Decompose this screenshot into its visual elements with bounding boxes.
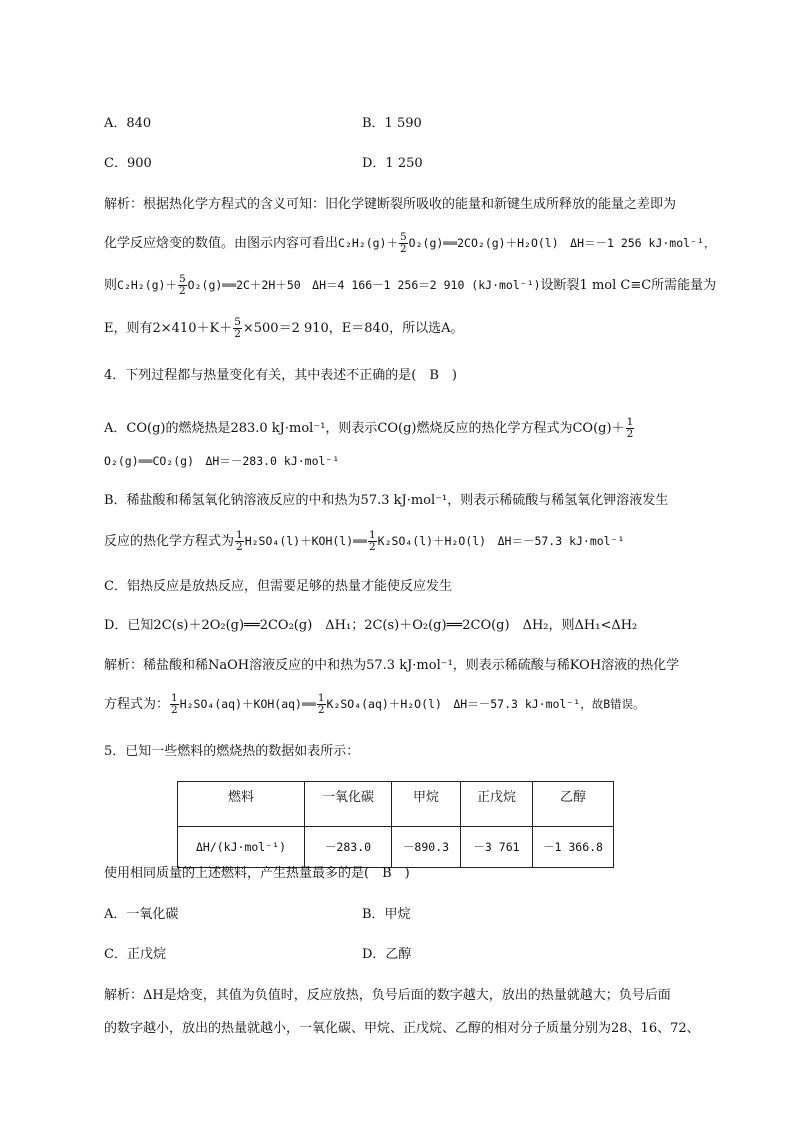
- fraction-numerator: 5: [234, 316, 241, 328]
- equation-part: C₂H₂(g)＋: [338, 236, 398, 250]
- q5-option-c: C．正戊烷: [104, 947, 166, 962]
- fraction-numerator: 1: [317, 692, 325, 704]
- question-5-prompt: 使用相同质量的上述燃料，产生热量最多的是( B ): [104, 866, 410, 881]
- table-cell: －283.0: [305, 827, 392, 868]
- table-header-row: [178, 782, 614, 827]
- fraction-denominator: 2: [171, 704, 178, 716]
- fraction: [317, 693, 326, 716]
- fraction: [626, 417, 635, 440]
- equation-part: O₂(g)══2CO₂(g)＋H₂O(l) ΔH＝－1 256 kJ·mol⁻¹，: [408, 236, 716, 250]
- q4-option-d: D．已知2C(s)＋2O₂(g)══2CO₂(g) ΔH₁；2C(s)＋O₂(g)══2CO(g) ΔH₂，则ΔH₁<ΔH₂: [104, 618, 638, 633]
- q5-analysis-line-2: 的数字越小，放出的热量就越小，一氧化碳、甲烷、正戊烷、乙醇的相对分子质量分别为28、16、72、: [104, 1021, 700, 1036]
- analysis-line-1: 解析：根据热化学方程式的含义可知：旧化学键断裂所吸收的能量和新键生成所释放的能量之差即为: [104, 197, 677, 212]
- fraction: [178, 274, 187, 297]
- q5-analysis-line-1: 解析：ΔH是焓变，其值为负值时，反应放热，负号后面的数字越大，放出的热量就越大；负号后面: [104, 988, 671, 1003]
- q5-option-b: B．甲烷: [362, 907, 411, 922]
- fraction-numerator: 1: [171, 692, 178, 704]
- equation-part: H₂SO₄(l)＋KOH(l)══: [244, 534, 367, 548]
- q4-analysis-line-1: 解析：稀盐酸和稀NaOH溶液反应的中和热为57.3 kJ·mol⁻¹，则表示稀硫酸与稀KOH溶液的热化学: [104, 658, 680, 673]
- fuel-table: [177, 781, 614, 868]
- q4-option-b-line-2: [104, 530, 624, 553]
- q5-option-d: D．乙醇: [362, 947, 412, 962]
- fraction-denominator: 2: [368, 541, 376, 553]
- fraction: [233, 317, 242, 340]
- fraction: [235, 530, 244, 553]
- table-header-cell: 乙醇: [533, 782, 614, 827]
- fraction-denominator: 2: [178, 285, 186, 297]
- analysis-line-3: [104, 274, 716, 297]
- question-4-stem: 4．下列过程都与热量变化有关，其中表述不正确的是( B ): [104, 368, 457, 383]
- table-cell: －1 366.8: [533, 827, 614, 868]
- q4-option-a-line-2: O₂(g)══CO₂(g) ΔH＝－283.0 kJ·mol⁻¹: [104, 454, 340, 468]
- option-c: C．900: [104, 156, 152, 171]
- q4-option-b-line-1: B．稀盐酸和稀氢氧化钠溶液反应的中和热为57.3 kJ·mol⁻¹，则表示稀硫酸与稀氢氧化钾溶液发生: [104, 493, 669, 508]
- table-header-cell: 甲烷: [392, 782, 461, 827]
- fraction-denominator: 2: [317, 704, 325, 716]
- fraction-numerator: 1: [236, 529, 243, 541]
- option-text: 反应的热化学方程式为: [104, 534, 235, 549]
- fraction: [399, 232, 408, 255]
- table-header-cell: 燃料: [178, 782, 305, 827]
- table-cell: －3 761: [461, 827, 533, 868]
- q5-option-a: A．一氧化碳: [104, 907, 179, 922]
- analysis-text: 方程式为：: [104, 697, 170, 712]
- option-b: B．1 590: [362, 116, 422, 131]
- fraction-denominator: 2: [236, 541, 243, 553]
- analysis-text: E，则有2×410＋K＋: [104, 321, 233, 336]
- table-header-cell: 正戊烷: [461, 782, 533, 827]
- option-text: A．CO(g)的燃烧热是283.0 kJ·mol⁻¹，则表示CO(g)燃烧反应的热化学方程式为CO(g)＋: [104, 421, 625, 436]
- q4-option-a-line-1: [104, 417, 635, 440]
- equation-part: K₂SO₄(l)＋H₂O(l) ΔH＝－57.3 kJ·mol⁻¹: [377, 534, 625, 548]
- option-a: A．840: [104, 116, 152, 131]
- fraction-denominator: 2: [234, 328, 241, 340]
- q4-analysis-line-2: [104, 693, 645, 716]
- analysis-line-4: [104, 317, 464, 340]
- analysis-line-2: [104, 232, 715, 255]
- fraction-numerator: 1: [368, 529, 376, 541]
- equation-part: K₂SO₄(aq)＋H₂O(l) ΔH＝－57.3 kJ·mol⁻¹，故B错误。: [326, 697, 645, 711]
- fraction: [170, 693, 179, 716]
- analysis-text: 化学反应焓变的数值。由图示内容可看出: [104, 236, 339, 251]
- table-header-cell: 一氧化碳: [305, 782, 392, 827]
- option-d: D．1 250: [362, 156, 423, 171]
- question-5-stem: 5．已知一些燃料的燃烧热的数据如表所示：: [104, 744, 360, 759]
- equation-part: O₂(g)══2C＋2H＋50 ΔH＝4 166－1 256＝2 910 (kJ·mol⁻¹): [187, 278, 541, 292]
- table-row: [178, 827, 614, 868]
- fraction-numerator: 5: [178, 273, 186, 285]
- q4-option-c: C．铝热反应是放热反应，但需要足够的热量才能使反应发生: [104, 579, 452, 594]
- fraction-numerator: 5: [399, 231, 407, 243]
- fraction-denominator: 2: [626, 428, 634, 440]
- fraction: [368, 530, 377, 553]
- equation-part: C₂H₂(g)＋: [117, 278, 177, 292]
- equation-part: H₂SO₄(aq)＋KOH(aq)══: [179, 697, 316, 711]
- table-row-label: ΔH/(kJ·mol⁻¹): [178, 827, 305, 868]
- fraction-numerator: 1: [626, 416, 634, 428]
- data-table: [177, 781, 614, 868]
- analysis-text: ×500＝2 910，E＝840，所以选A。: [242, 321, 464, 336]
- analysis-text: 设断裂1 mol C≡C所需能量为: [540, 278, 717, 293]
- analysis-text: 则: [104, 278, 118, 293]
- fraction-denominator: 2: [399, 243, 407, 255]
- table-cell: －890.3: [392, 827, 461, 868]
